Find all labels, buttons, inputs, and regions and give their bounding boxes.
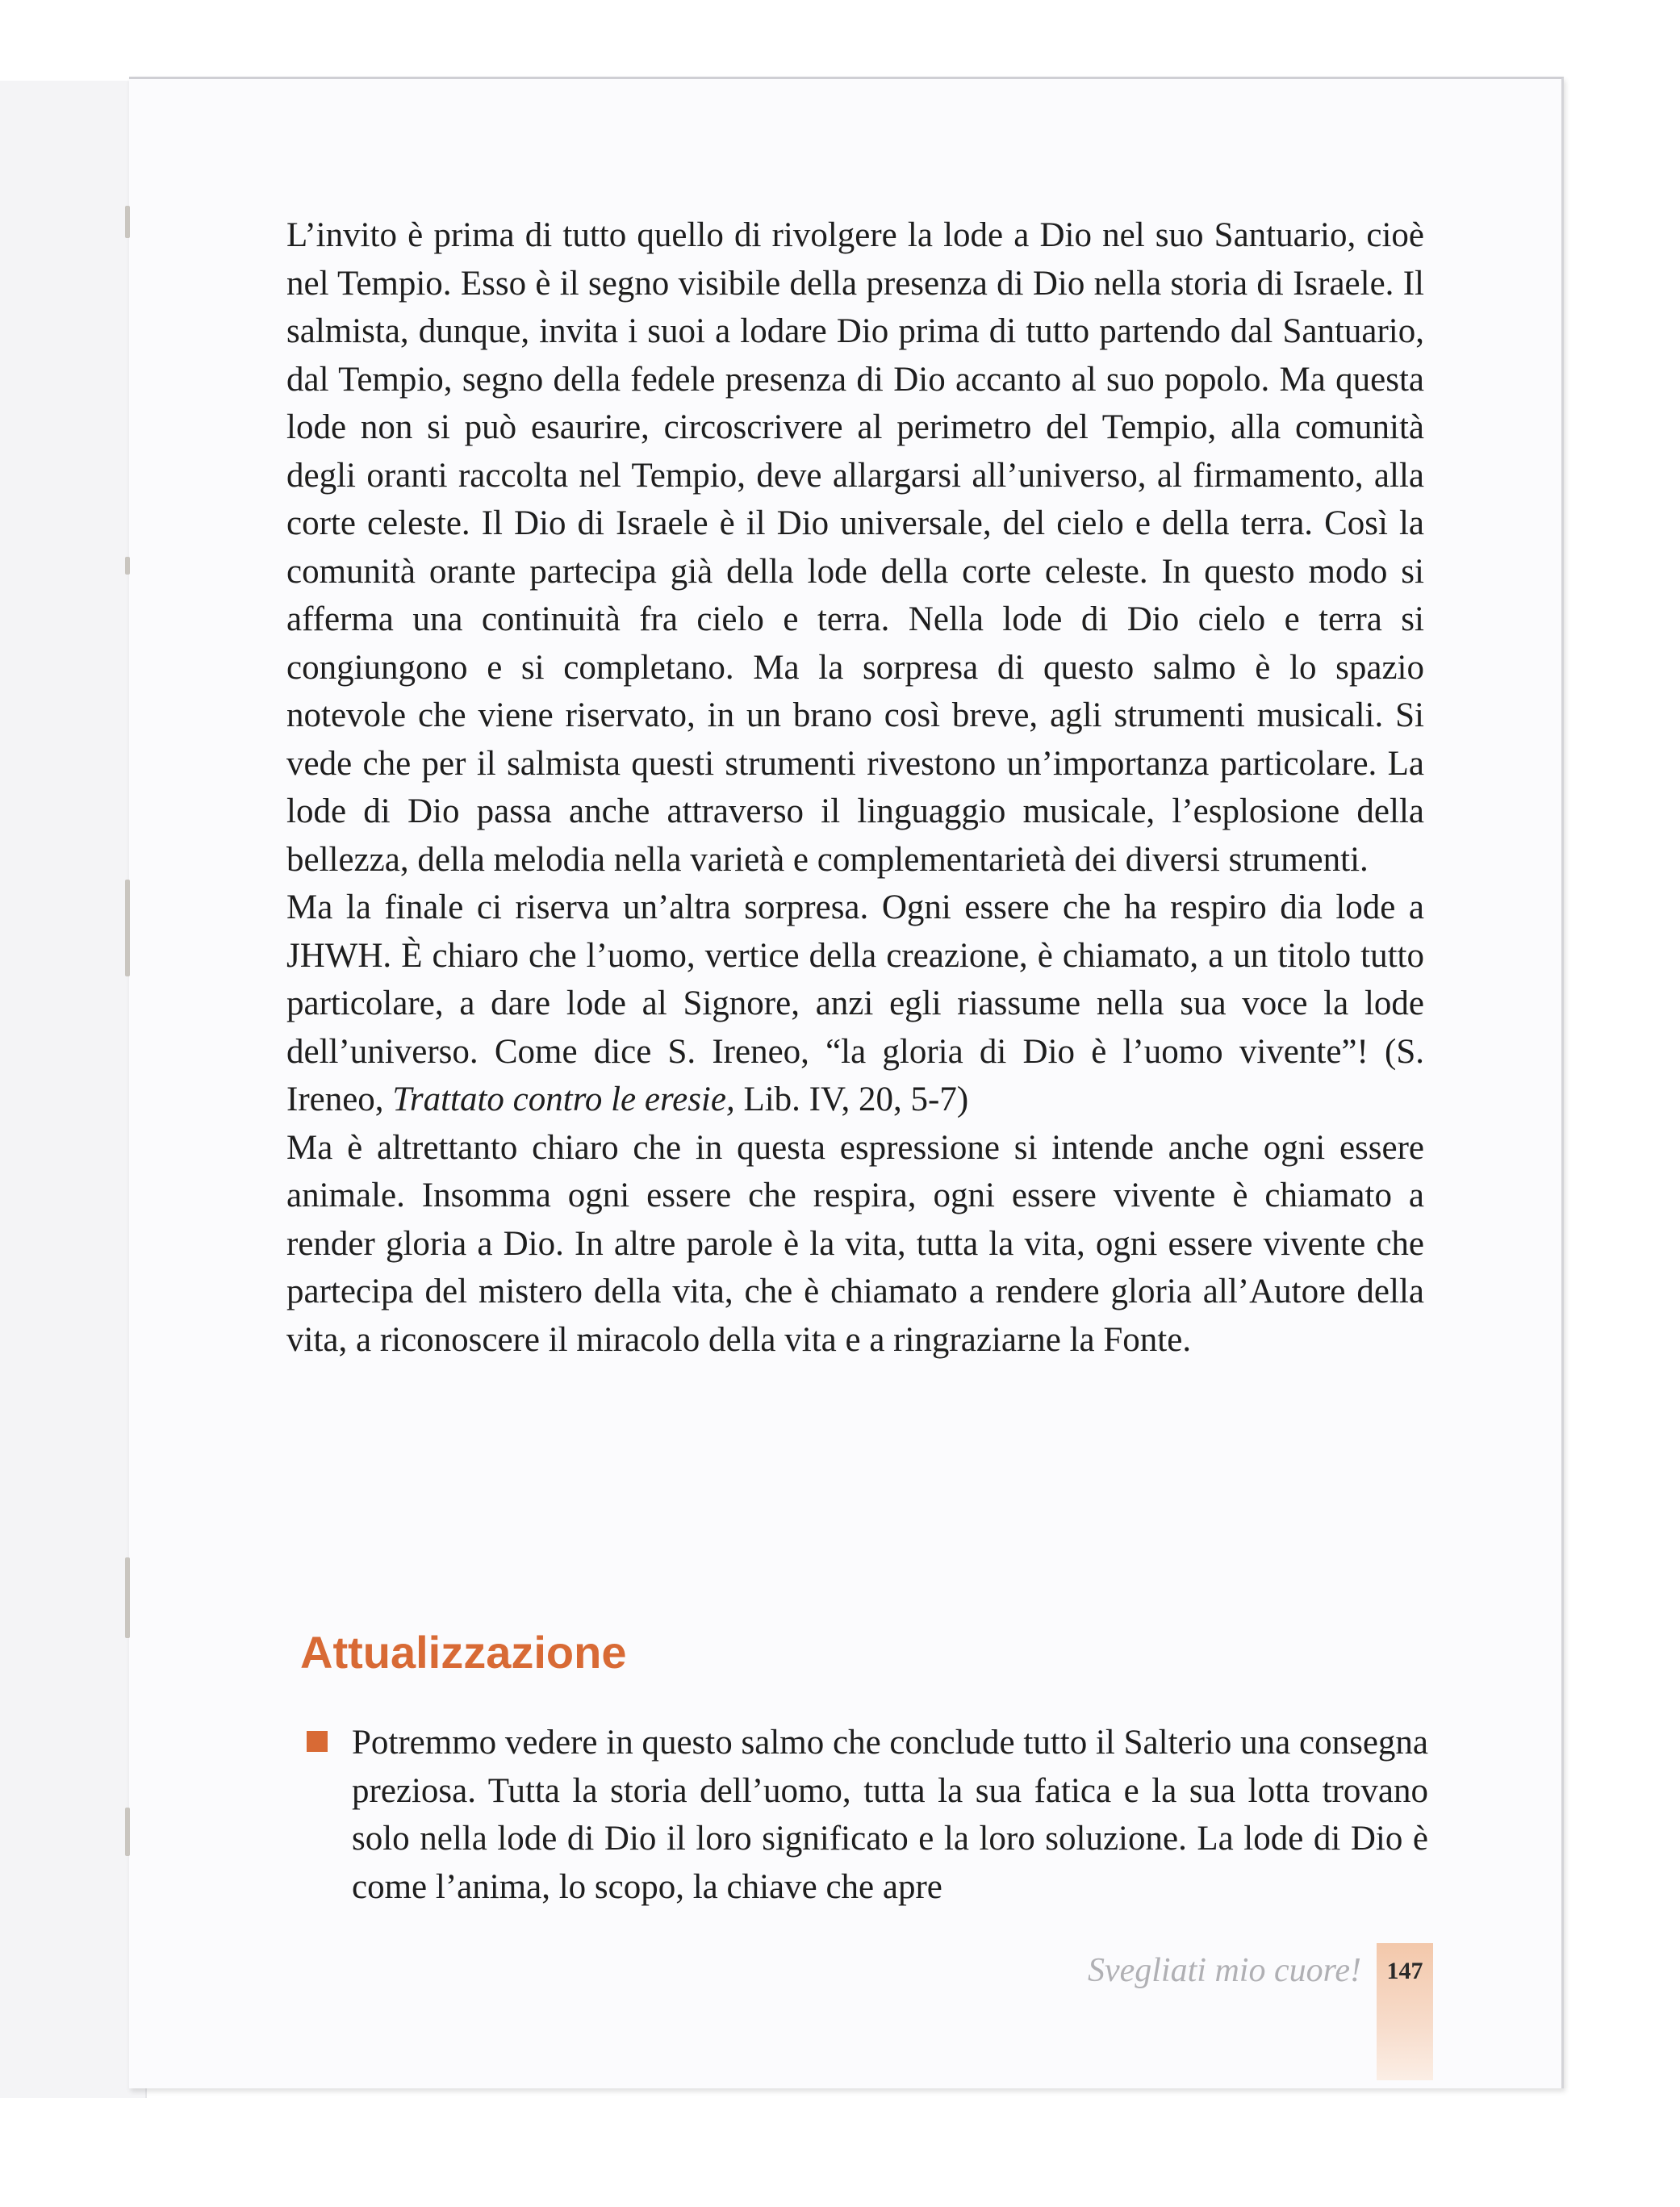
section-title: Attualizzazione <box>300 1627 627 1678</box>
paragraph-3: Ma è altrettanto chiaro che in questa espressione si intende anche ogni essere animale. Insomma ogni essere che respira, ogni essere vivente è chiamato a render gloria a Dio. In altre parole è la vita, tutta la vita, ogni essere vivente che partecipa del mistero della vita, che è chiamato a rendere gloria all’Autore della vita, a riconoscere il miracolo della vita e a ringraziarne la Fonte. <box>286 1128 1424 1359</box>
paragraph-2 <box>286 884 1424 1124</box>
binding-mark <box>125 206 130 238</box>
bullet-item <box>307 1719 1428 1911</box>
binding-mark <box>125 1808 130 1856</box>
paragraph-2-text: Ma la finale ci riserva un’altra sorpresa. Ogni essere che ha respiro dia lode a JHWH. È chiaro che l’uomo, vertice della creazione, è chiamato, a un titolo tutto particolare, a dare lode al Signore, anzi egli riassume nella sua voce la lode dell’universo. Come dice S. Ireneo, “la gloria di Dio è l’uomo vivente”! (S. Ireneo, <box>286 888 1424 1118</box>
paragraph-1: L’invito è prima di tutto quello di rivolgere la lode a Dio nel suo Santuario, cioè nel Tempio. Esso è il segno visibile della presenza di Dio nella storia di Israele. Il salmista, dunque, invita i suoi a lodare Dio prima di tutto partendo dal Santuario, dal Tempio, segno della fedele presenza di Dio accanto al suo popolo. Ma questa lode non si può esaurire, circoscrivere al perimetro del Tempio, alla comunità degli oranti raccolta nel Tempio, deve allargarsi all’universo, al firmamento, alla corte celeste. Il Dio di Israele è il Dio universale, del cielo e della terra. Così la comunità orante partecipa già della lode della corte celeste. In questo modo si afferma una continuità fra cielo e terra. Nella lode di Dio cielo e terra si congiungono e si completano. Ma la sorpresa di questo salmo è lo spazio notevole che viene riservato, in un brano così breve, agli strumenti musicali. Si vede che per il salmista questi strumenti rivestono un’importanza particolare. La lode di Dio passa anche attraverso il linguaggio musicale, l’esplosione della bellezza, della melodia nella varietà e complementarietà dei diversi strumenti. <box>286 216 1424 879</box>
binding-mark <box>125 1557 130 1638</box>
running-footer-title: Svegliati mio cuore! <box>1087 1952 1361 1989</box>
page-number: 147 <box>1386 1958 1423 1984</box>
bullet-list <box>307 1719 1428 1911</box>
citation-title: Trattato contro le eresie, <box>392 1081 735 1118</box>
bullet-item-text: Potremmo vedere in questo salmo che conclude tutto il Salterio una consegna preziosa. Tutta la storia dell’uomo, tutta la sua fatica e la sua lotta trovano solo nella lode di Dio il loro significato e la loro soluzione. La lode di Dio è come l’anima, lo scopo, la chiave che apre <box>352 1724 1428 1906</box>
paragraph-2-citation-ref: Lib. IV, 20, 5-7) <box>734 1081 969 1118</box>
facing-page-edge <box>0 81 147 2098</box>
body-text <box>286 211 1424 1364</box>
binding-mark <box>125 557 130 575</box>
square-bullet-icon <box>307 1731 328 1752</box>
binding-mark <box>125 880 130 976</box>
